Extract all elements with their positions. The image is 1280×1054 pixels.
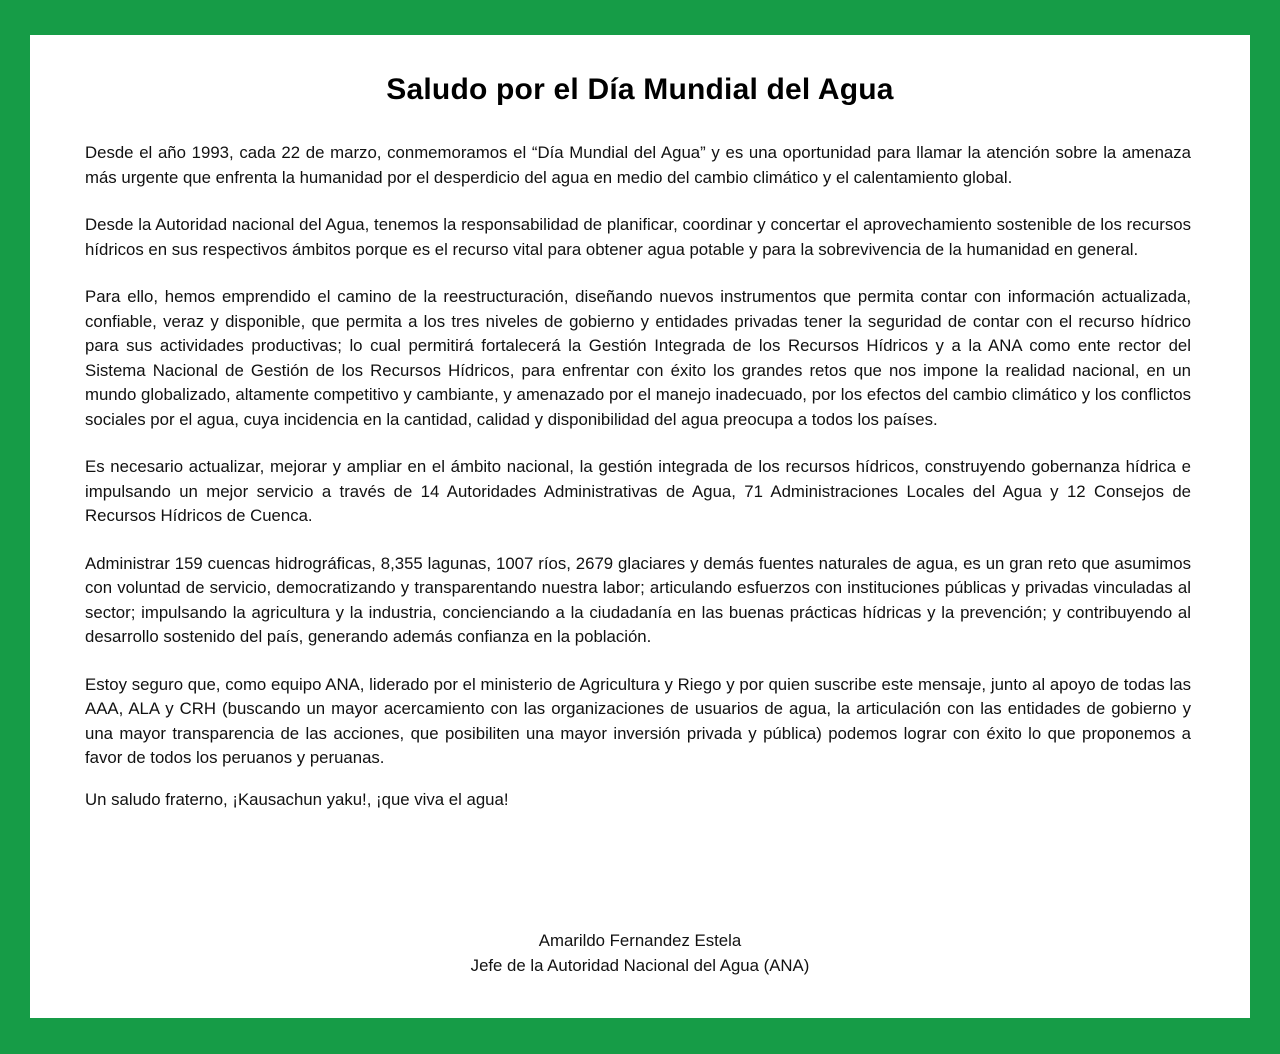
paragraph-integrated-management: Es necesario actualizar, mejorar y ampliar en el ámbito nacional, la gestión integrada de los recursos hídricos, construyendo gobernanza hídrica e impulsando un mejor servicio a través de 14 Autoridades Administrativas de Agua, 71 Administraciones Locales del Agua y 12 Consejos de Recursos Hídricos de Cuenca. [85, 457, 1191, 525]
paragraph-responsibility: Desde la Autoridad nacional del Agua, tenemos la responsabilidad de planificar, coordinar y concertar el aprovechamiento sostenible de los recursos hídricos en sus respectivos ámbitos porque es el recurso vital para obtener agua potable y para la sobrevivencia de la humanidad en general. [85, 215, 1191, 259]
paragraph-team: Estoy seguro que, como equipo ANA, liderado por el ministerio de Agricultura y Riego y por quien suscribe este mensaje, junto al apoyo de todas las AAA, ALA y CRH (buscando un mayor acercamiento con las organizaciones de usuarios de agua, la articulación con las entidades de gobierno y una mayor transparencia de las acciones, que posibiliten una mayor inversión privada y pública) podemos lograr con éxito lo que proponemos a favor de todos los peruanos y peruanas. [85, 674, 1191, 767]
paragraph-intro: Desde el año 1993, cada 22 de marzo, conmemoramos el “Día Mundial del Agua” y es una oportunidad para llamar la atención sobre la amenaza más urgente que enfrenta la humanidad por el desperdicio del agua en medio del cambio climático y el calentamiento global. [85, 143, 1191, 187]
paragraph-restructuring: Para ello, hemos emprendido el camino de la reestructuración, diseñando nuevos instrumentos que permita contar con información actualizada, confiable, veraz y disponible, que permita a los tres niveles de gobierno y entidades privadas tener la seguridad de contar con el recurso hídrico para sus actividades productivas; lo cual permitirá fortalecerá la Gestión Integrada de los Recursos Hídricos y a la ANA como ente rector del Sistema Nacional de Gestión de los Recursos Hídricos, para enfrentar con éxito los grandes retos que nos impone la realidad nacional, en un mundo globalizado, altamente competitivo y cambiante, y amenazado por el manejo inadecuado, por los efectos del cambio climático y los conflictos sociales por el agua, cuya incidencia en la cantidad, calidad y disponibilidad del agua preocupa a todos los países. [85, 287, 1191, 429]
message-body [85, 141, 1191, 835]
signature-block [30, 929, 1250, 978]
closing-greeting: Un saludo fraterno, ¡Kausachun yaku!, ¡que viva el agua! [85, 789, 509, 809]
signature-position: Jefe de la Autoridad Nacional del Agua (ANA) [470, 955, 810, 975]
signature-name: Amarildo Fernandez Estela [538, 931, 742, 950]
message-card [30, 35, 1250, 1018]
paragraph-basins: Administrar 159 cuencas hidrográficas, 8,355 lagunas, 1007 ríos, 2679 glaciares y demás fuentes naturales de agua, es un gran reto que asumimos con voluntad de servicio, democratizando y transparentando nuestra labor; articulando esfuerzos con instituciones públicas y privadas vinculadas al sector; impulsando la agricultura y la industria, concienciando a la ciudadanía en las buenas prácticas hídricas y la prevención; y contribuyendo al desarrollo sostenido del país, generando además confianza en la población. [85, 553, 1191, 646]
document-title: Saludo por el Día Mundial del Agua [386, 73, 894, 106]
